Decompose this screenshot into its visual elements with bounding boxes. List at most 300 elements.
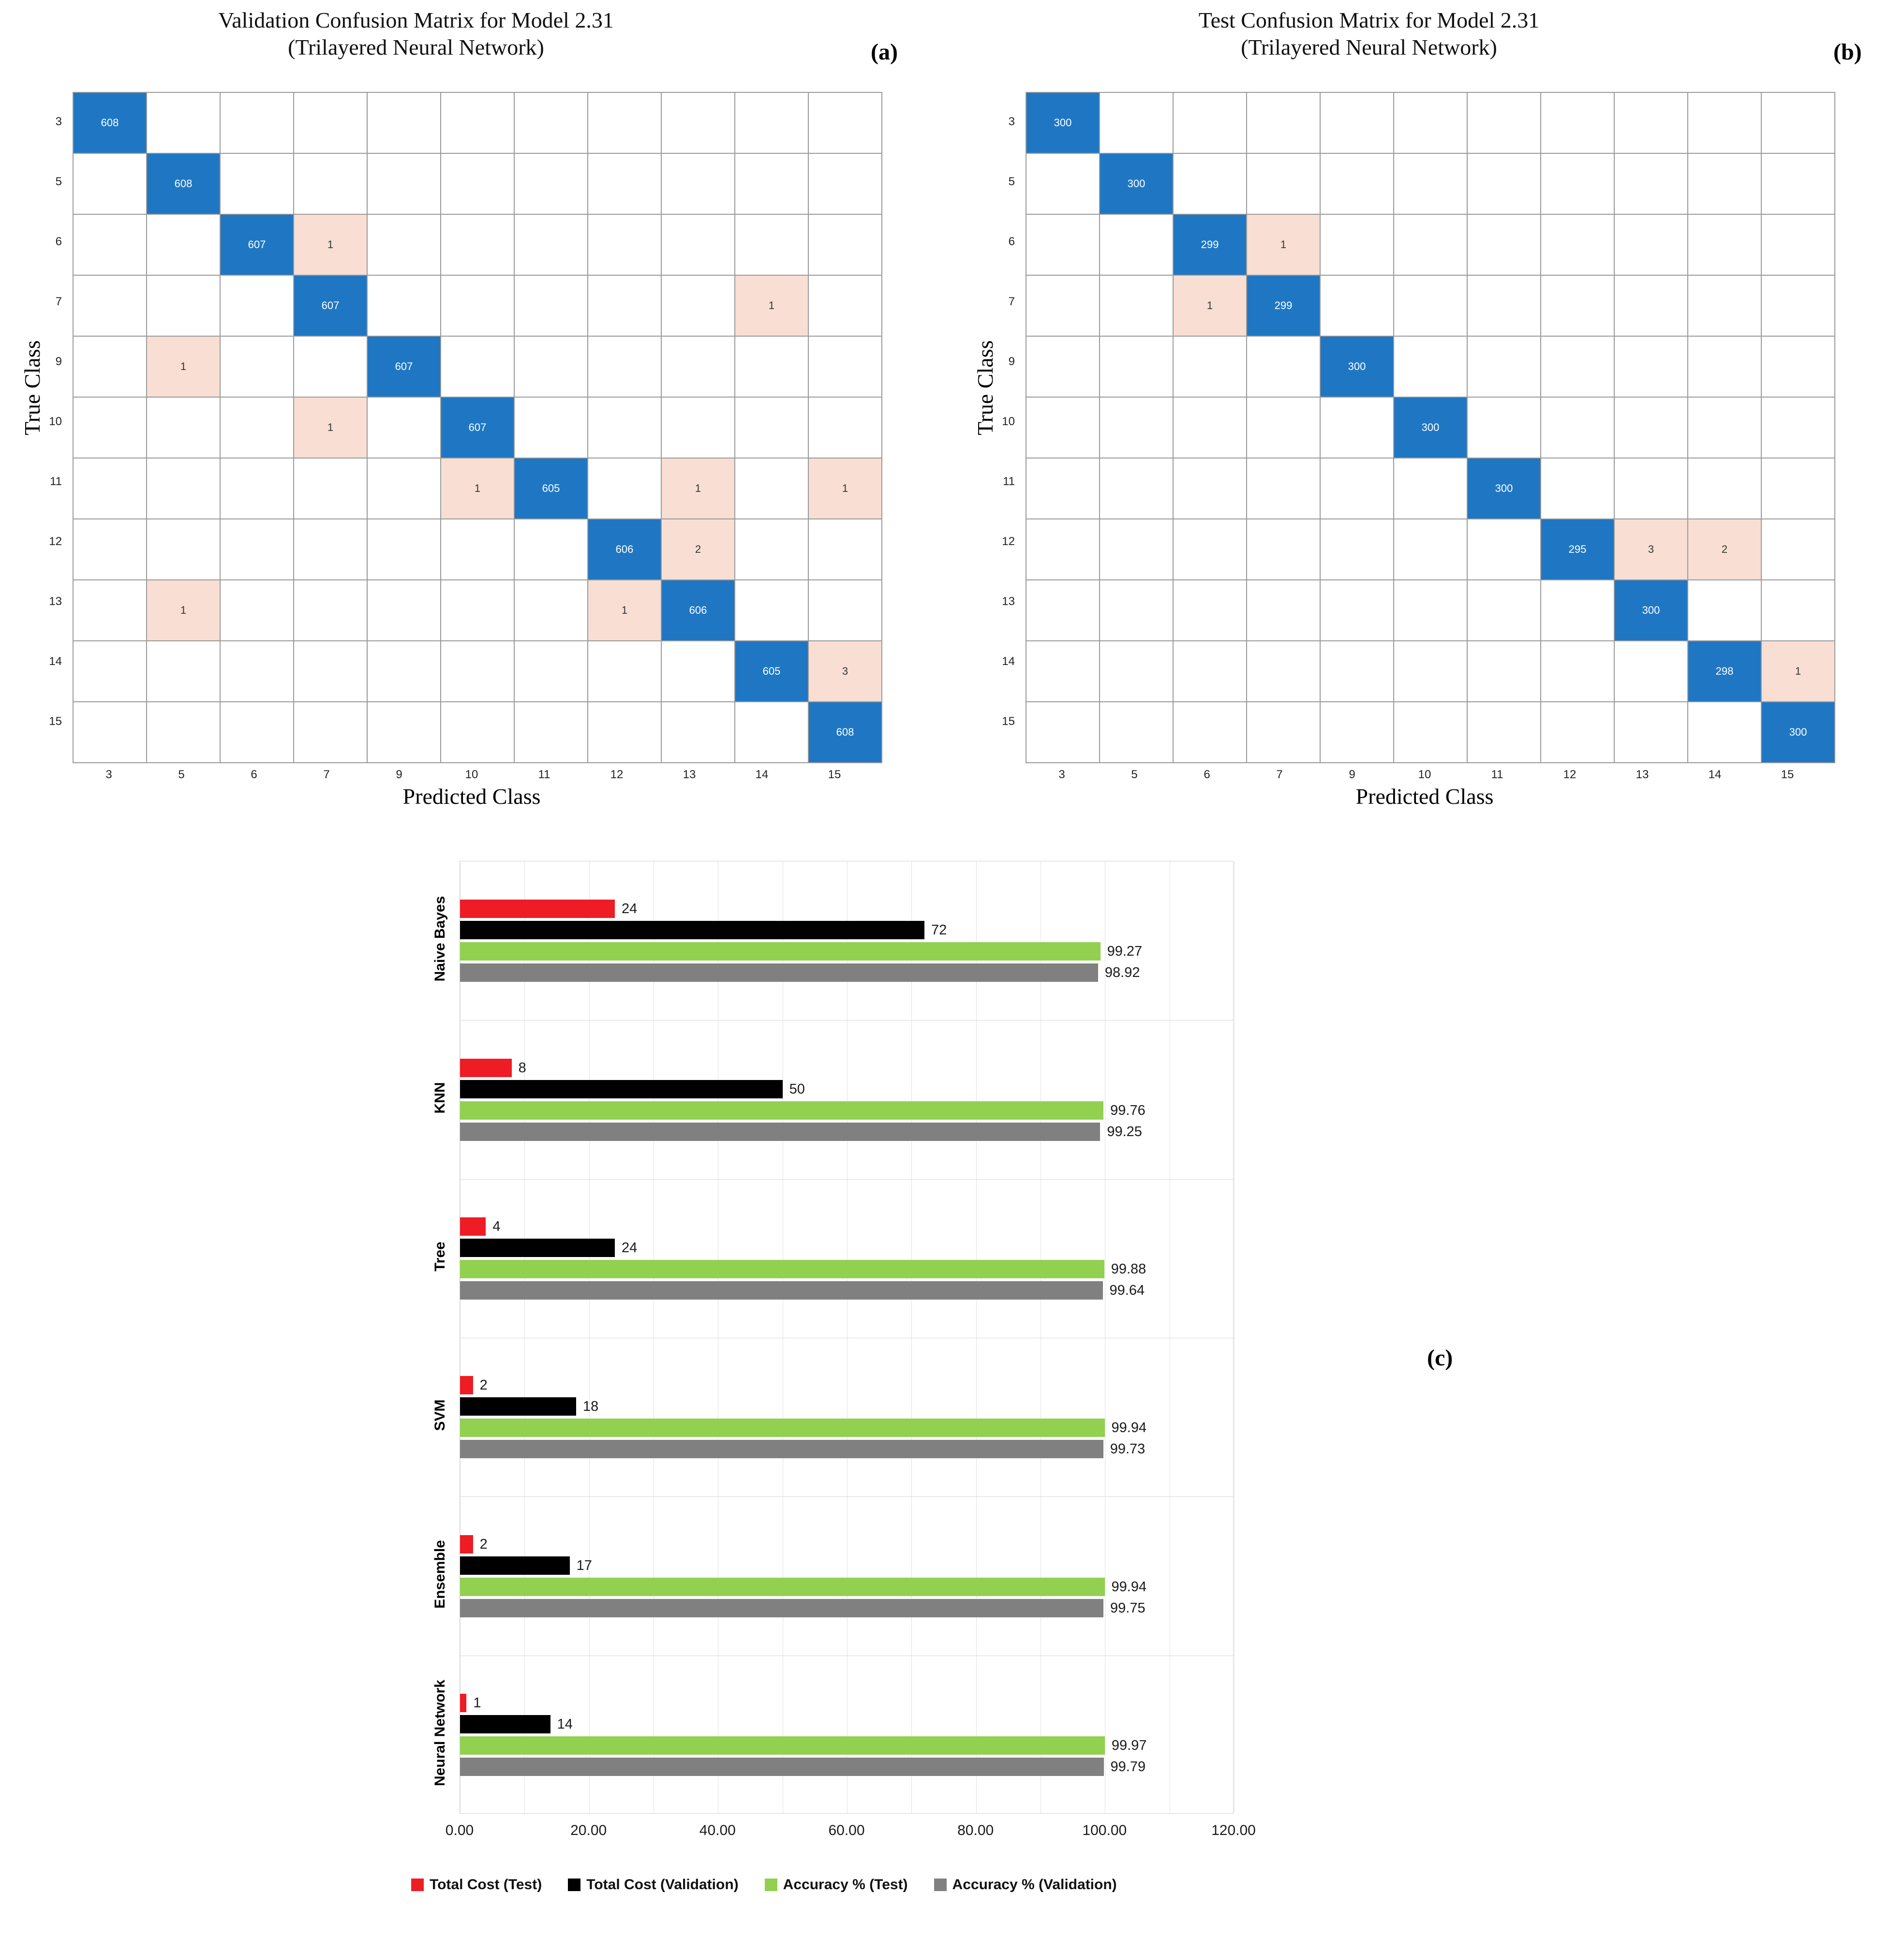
matrix-y-tick: 14 xyxy=(49,655,62,668)
matrix-cell-empty xyxy=(147,458,220,519)
matrix-cell-empty xyxy=(1688,275,1761,336)
matrix-cell-empty xyxy=(1688,92,1761,153)
matrix-row xyxy=(73,519,882,580)
matrix-y-tick: 9 xyxy=(1008,355,1015,368)
bar-value-label: 72 xyxy=(931,922,947,938)
matrix-row xyxy=(1026,397,1835,458)
panel-b-title-line2: (Trilayered Neural Network) xyxy=(1241,35,1497,60)
bar-value-label: 99.27 xyxy=(1107,944,1143,960)
matrix-cell-empty xyxy=(1467,397,1541,458)
matrix-cell-error: 1 xyxy=(294,397,367,458)
confusion-matrix-grid xyxy=(1026,92,1835,763)
matrix-cell-empty xyxy=(220,458,294,519)
matrix-cell-correct: 608 xyxy=(73,92,147,153)
matrix-cell-empty xyxy=(1320,458,1394,519)
matrix-cell-empty xyxy=(147,275,220,336)
matrix-cell-empty xyxy=(1173,397,1247,458)
matrix-cell-empty xyxy=(661,702,735,763)
matrix-cell-empty xyxy=(73,519,147,580)
matrix-cell-correct: 605 xyxy=(735,641,808,702)
matrix-row xyxy=(73,336,882,397)
matrix-cell-empty xyxy=(735,580,808,641)
matrix-cell-error: 1 xyxy=(1173,275,1247,336)
matrix-cell-empty xyxy=(1026,458,1100,519)
matrix-cell-correct: 300 xyxy=(1614,580,1688,641)
bar xyxy=(460,963,1098,982)
matrix-cell-error: 1 xyxy=(588,580,661,641)
matrix-cell-error: 2 xyxy=(1688,519,1761,580)
matrix-cell-empty xyxy=(1100,519,1173,580)
matrix-cell-empty xyxy=(588,641,661,702)
category-label: SVM xyxy=(432,1399,448,1431)
matrix-cell-empty xyxy=(1320,92,1394,153)
matrix-cell-empty xyxy=(294,153,367,214)
matrix-cell-empty xyxy=(220,580,294,641)
matrix-cell-empty xyxy=(1320,397,1394,458)
bar xyxy=(460,1599,1103,1617)
matrix-cell-empty xyxy=(1761,336,1835,397)
matrix-cell-empty xyxy=(1394,519,1467,580)
matrix-cell-empty xyxy=(1026,214,1100,275)
bar xyxy=(460,900,615,918)
matrix-row xyxy=(1026,458,1835,519)
matrix-cell-empty xyxy=(73,275,147,336)
bar-value-label: 99.97 xyxy=(1111,1737,1147,1753)
matrix-cell-empty xyxy=(1761,275,1835,336)
gridline xyxy=(976,861,977,1813)
matrix-cell-empty xyxy=(1614,336,1688,397)
bar-value-label: 1 xyxy=(473,1695,481,1711)
matrix-y-tick: 13 xyxy=(49,595,62,608)
matrix-cell-empty xyxy=(1541,702,1614,763)
matrix-cell-empty xyxy=(514,519,588,580)
matrix-x-tick: 6 xyxy=(1204,768,1210,781)
matrix-cell-correct: 300 xyxy=(1761,702,1835,763)
matrix-cell-empty xyxy=(735,397,808,458)
matrix-cell-empty xyxy=(735,92,808,153)
matrix-cell-empty xyxy=(294,458,367,519)
legend-label: Accuracy % (Validation) xyxy=(952,1877,1117,1893)
matrix-cell-empty xyxy=(514,580,588,641)
bar-value-label: 4 xyxy=(492,1218,501,1234)
matrix-cell-empty xyxy=(1614,641,1688,702)
gridline xyxy=(460,861,461,1813)
x-tick-label: 20.00 xyxy=(570,1822,607,1838)
matrix-cell-empty xyxy=(441,641,514,702)
group-separator xyxy=(460,1020,1233,1021)
matrix-cell-empty xyxy=(220,275,294,336)
matrix-cell-empty xyxy=(1247,641,1320,702)
category-label: KNN xyxy=(432,1082,448,1113)
gridline xyxy=(911,861,912,1813)
matrix-y-tick: 6 xyxy=(1008,235,1015,248)
matrix-cell-empty xyxy=(808,92,882,153)
matrix-cell-empty xyxy=(1394,153,1467,214)
matrix-x-tick: 13 xyxy=(683,768,696,781)
matrix-cell-error: 1 xyxy=(1761,641,1835,702)
matrix-cell-empty xyxy=(441,92,514,153)
matrix-cell-correct: 300 xyxy=(1394,397,1467,458)
panel-b-matrix xyxy=(1026,92,1835,782)
matrix-cell-empty xyxy=(588,275,661,336)
matrix-x-ticks xyxy=(73,768,882,782)
bar-value-label: 99.79 xyxy=(1110,1759,1146,1775)
matrix-y-tick: 7 xyxy=(55,295,62,308)
legend-item xyxy=(568,1877,738,1893)
matrix-cell-empty xyxy=(1247,458,1320,519)
matrix-cell-empty xyxy=(1688,153,1761,214)
matrix-cell-empty xyxy=(367,214,441,275)
matrix-cell-empty xyxy=(220,336,294,397)
panel-b-title-line1: Test Confusion Matrix for Model 2.31 xyxy=(1198,8,1540,32)
matrix-cell-empty xyxy=(441,336,514,397)
bar-value-label: 99.73 xyxy=(1110,1441,1145,1457)
matrix-cell-empty xyxy=(367,580,441,641)
matrix-cell-empty xyxy=(1467,336,1541,397)
matrix-cell-empty xyxy=(661,336,735,397)
matrix-cell-empty xyxy=(294,336,367,397)
matrix-cell-empty xyxy=(514,336,588,397)
matrix-cell-empty xyxy=(1394,580,1467,641)
matrix-cell-empty xyxy=(1320,641,1394,702)
matrix-cell-empty xyxy=(1100,275,1173,336)
matrix-cell-error: 1 xyxy=(441,458,514,519)
matrix-cell-empty xyxy=(1100,641,1173,702)
gridline xyxy=(589,861,590,1813)
matrix-x-tick: 7 xyxy=(1276,768,1283,781)
matrix-cell-empty xyxy=(1320,153,1394,214)
matrix-cell-empty xyxy=(1026,275,1100,336)
matrix-cell-empty xyxy=(1247,397,1320,458)
bar xyxy=(460,1758,1104,1776)
matrix-cell-empty xyxy=(1614,92,1688,153)
matrix-cell-empty xyxy=(1026,153,1100,214)
matrix-cell-empty xyxy=(514,214,588,275)
matrix-cell-empty xyxy=(588,397,661,458)
matrix-cell-empty xyxy=(514,153,588,214)
matrix-cell-error: 1 xyxy=(661,458,735,519)
matrix-y-tick: 5 xyxy=(55,175,62,188)
matrix-cell-empty xyxy=(1394,275,1467,336)
bar xyxy=(460,1059,512,1077)
matrix-cell-correct: 608 xyxy=(808,702,882,763)
matrix-cell-empty xyxy=(1614,397,1688,458)
bar xyxy=(460,1217,486,1236)
matrix-x-tick: 7 xyxy=(323,768,330,781)
matrix-cell-empty xyxy=(588,458,661,519)
gridline xyxy=(847,861,848,1813)
matrix-cell-empty xyxy=(1467,92,1541,153)
panel-a-ylabel: True Class xyxy=(20,340,45,435)
matrix-cell-empty xyxy=(1688,580,1761,641)
bar xyxy=(460,1376,473,1394)
legend-label: Total Cost (Validation) xyxy=(586,1877,739,1893)
matrix-cell-empty xyxy=(588,153,661,214)
matrix-cell-empty xyxy=(367,458,441,519)
matrix-cell-empty xyxy=(441,275,514,336)
matrix-y-tick: 15 xyxy=(49,715,62,728)
matrix-row xyxy=(1026,641,1835,702)
matrix-cell-empty xyxy=(441,519,514,580)
matrix-y-tick: 10 xyxy=(49,415,62,428)
matrix-cell-empty xyxy=(220,519,294,580)
matrix-cell-empty xyxy=(1761,519,1835,580)
matrix-cell-empty xyxy=(1688,397,1761,458)
bar-value-label: 99.64 xyxy=(1109,1282,1145,1298)
matrix-cell-empty xyxy=(661,153,735,214)
matrix-y-tick: 9 xyxy=(55,355,62,368)
legend-swatch xyxy=(934,1879,947,1891)
matrix-cell-error: 1 xyxy=(147,336,220,397)
matrix-cell-empty xyxy=(1394,458,1467,519)
matrix-cell-empty xyxy=(220,702,294,763)
matrix-y-tick: 12 xyxy=(49,535,62,548)
model-comparison-bar-chart-panel xyxy=(290,851,1596,1949)
bar-chart-plot-area xyxy=(460,861,1234,1814)
matrix-cell-empty xyxy=(147,92,220,153)
validation-confusion-matrix-panel xyxy=(0,0,948,822)
panel-a-title xyxy=(29,7,803,61)
matrix-cell-empty xyxy=(1467,641,1541,702)
group-separator xyxy=(460,1179,1233,1180)
matrix-cell-correct: 606 xyxy=(661,580,735,641)
panel-b-title xyxy=(982,7,1756,61)
matrix-cell-empty xyxy=(588,214,661,275)
matrix-cell-empty xyxy=(1541,153,1614,214)
matrix-cell-empty xyxy=(1394,92,1467,153)
matrix-cell-empty xyxy=(73,214,147,275)
matrix-cell-correct: 607 xyxy=(367,336,441,397)
bar xyxy=(460,1397,576,1416)
legend-item xyxy=(934,1877,1117,1893)
matrix-x-tick: 15 xyxy=(1781,768,1794,781)
matrix-cell-empty xyxy=(735,214,808,275)
matrix-cell-empty xyxy=(220,92,294,153)
matrix-cell-empty xyxy=(1100,397,1173,458)
matrix-row xyxy=(73,580,882,641)
bar xyxy=(460,942,1101,961)
matrix-cell-empty xyxy=(1394,641,1467,702)
matrix-cell-empty xyxy=(661,92,735,153)
category-label: Neural Network xyxy=(432,1679,448,1786)
matrix-cell-empty xyxy=(1173,702,1247,763)
matrix-cell-empty xyxy=(220,153,294,214)
matrix-y-tick: 10 xyxy=(1002,415,1015,428)
matrix-cell-empty xyxy=(73,458,147,519)
bar-value-label: 24 xyxy=(622,1240,638,1256)
matrix-cell-empty xyxy=(514,641,588,702)
matrix-row xyxy=(73,275,882,336)
matrix-cell-correct: 300 xyxy=(1467,458,1541,519)
matrix-cell-empty xyxy=(588,702,661,763)
bar xyxy=(460,1440,1103,1458)
matrix-x-tick: 14 xyxy=(755,768,769,781)
legend-item xyxy=(765,1877,908,1893)
matrix-x-tick: 9 xyxy=(1349,768,1355,781)
matrix-cell-correct: 300 xyxy=(1100,153,1173,214)
matrix-x-tick: 13 xyxy=(1636,768,1649,781)
bar-value-label: 2 xyxy=(479,1377,488,1393)
matrix-y-tick: 11 xyxy=(1003,475,1015,488)
matrix-cell-empty xyxy=(1247,702,1320,763)
matrix-cell-empty xyxy=(661,214,735,275)
panel-a-xlabel: Predicted Class xyxy=(402,784,541,809)
matrix-cell-empty xyxy=(1173,641,1247,702)
bar xyxy=(460,1578,1105,1596)
matrix-cell-empty xyxy=(367,92,441,153)
bar-value-label: 99.94 xyxy=(1111,1579,1147,1595)
matrix-cell-empty xyxy=(1541,458,1614,519)
matrix-row xyxy=(73,92,882,153)
matrix-cell-empty xyxy=(1247,519,1320,580)
matrix-cell-empty xyxy=(1173,458,1247,519)
matrix-cell-empty xyxy=(1100,336,1173,397)
matrix-cell-empty xyxy=(514,275,588,336)
matrix-cell-empty xyxy=(73,580,147,641)
matrix-cell-empty xyxy=(661,641,735,702)
matrix-cell-empty xyxy=(1688,702,1761,763)
matrix-x-tick: 9 xyxy=(396,768,402,781)
confusion-matrix-grid xyxy=(73,92,882,763)
x-tick-label: 60.00 xyxy=(828,1822,865,1838)
matrix-cell-empty xyxy=(1173,519,1247,580)
matrix-cell-empty xyxy=(1320,702,1394,763)
matrix-cell-empty xyxy=(367,397,441,458)
matrix-cell-empty xyxy=(1173,153,1247,214)
matrix-cell-empty xyxy=(1100,580,1173,641)
matrix-cell-empty xyxy=(808,275,882,336)
x-tick-label: 100.00 xyxy=(1082,1822,1127,1838)
matrix-cell-empty xyxy=(1614,458,1688,519)
matrix-cell-empty xyxy=(1688,214,1761,275)
matrix-cell-empty xyxy=(1394,214,1467,275)
legend-swatch xyxy=(568,1879,580,1891)
matrix-cell-empty xyxy=(1320,580,1394,641)
matrix-cell-empty xyxy=(1173,580,1247,641)
group-separator xyxy=(460,1496,1233,1497)
matrix-cell-empty xyxy=(1026,641,1100,702)
matrix-cell-empty xyxy=(1614,275,1688,336)
bar xyxy=(460,1736,1105,1755)
matrix-cell-empty xyxy=(147,397,220,458)
matrix-y-tick: 12 xyxy=(1002,535,1015,548)
matrix-cell-empty xyxy=(367,702,441,763)
matrix-cell-empty xyxy=(1026,702,1100,763)
matrix-cell-correct: 295 xyxy=(1541,519,1614,580)
matrix-x-ticks xyxy=(1026,768,1835,782)
matrix-cell-empty xyxy=(661,275,735,336)
matrix-cell-error: 1 xyxy=(1247,214,1320,275)
matrix-cell-empty xyxy=(1614,153,1688,214)
matrix-row xyxy=(1026,92,1835,153)
matrix-row xyxy=(73,397,882,458)
bar-value-label: 2 xyxy=(479,1536,488,1552)
category-label: Naive Bayes xyxy=(432,896,448,982)
legend-swatch xyxy=(765,1879,777,1891)
matrix-cell-empty xyxy=(1761,153,1835,214)
matrix-cell-empty xyxy=(1467,153,1541,214)
matrix-cell-empty xyxy=(1467,519,1541,580)
matrix-cell-correct: 606 xyxy=(588,519,661,580)
matrix-cell-empty xyxy=(294,519,367,580)
matrix-cell-empty xyxy=(1394,702,1467,763)
matrix-cell-empty xyxy=(661,397,735,458)
matrix-row xyxy=(1026,519,1835,580)
matrix-cell-correct: 607 xyxy=(220,214,294,275)
matrix-y-tick: 14 xyxy=(1002,655,1015,668)
matrix-cell-empty xyxy=(1100,214,1173,275)
matrix-cell-error: 1 xyxy=(808,458,882,519)
matrix-row xyxy=(1026,214,1835,275)
matrix-x-tick: 11 xyxy=(1491,768,1503,781)
matrix-cell-empty xyxy=(808,336,882,397)
matrix-row xyxy=(73,641,882,702)
matrix-cell-correct: 608 xyxy=(147,153,220,214)
x-tick-label: 40.00 xyxy=(699,1822,736,1838)
bar xyxy=(460,1715,550,1733)
matrix-cell-empty xyxy=(1688,336,1761,397)
panel-c-tag: (c) xyxy=(1427,1345,1453,1371)
matrix-cell-empty xyxy=(294,92,367,153)
matrix-row xyxy=(73,458,882,519)
bar xyxy=(460,1260,1104,1278)
matrix-cell-error: 3 xyxy=(1614,519,1688,580)
matrix-row xyxy=(73,702,882,763)
matrix-cell-empty xyxy=(514,702,588,763)
x-tick-label: 120.00 xyxy=(1211,1822,1256,1838)
matrix-cell-empty xyxy=(1761,92,1835,153)
matrix-cell-empty xyxy=(808,153,882,214)
bar-value-label: 99.94 xyxy=(1111,1420,1147,1436)
matrix-cell-empty xyxy=(1247,153,1320,214)
matrix-cell-correct: 607 xyxy=(294,275,367,336)
matrix-cell-error: 1 xyxy=(147,580,220,641)
matrix-cell-empty xyxy=(1100,92,1173,153)
matrix-cell-empty xyxy=(1467,214,1541,275)
matrix-cell-empty xyxy=(73,153,147,214)
matrix-y-tick: 3 xyxy=(55,115,62,128)
bar-value-label: 99.76 xyxy=(1110,1102,1145,1118)
panel-a-matrix xyxy=(73,92,882,782)
matrix-cell-empty xyxy=(367,641,441,702)
bar-value-label: 50 xyxy=(789,1081,805,1097)
matrix-cell-empty xyxy=(1761,214,1835,275)
bar xyxy=(460,1694,466,1712)
matrix-row xyxy=(1026,702,1835,763)
test-confusion-matrix-panel xyxy=(953,0,1901,822)
matrix-cell-empty xyxy=(1541,92,1614,153)
bar xyxy=(460,1419,1105,1437)
x-tick-label: 80.00 xyxy=(957,1822,994,1838)
bar-value-label: 8 xyxy=(518,1060,526,1076)
matrix-cell-empty xyxy=(147,702,220,763)
matrix-cell-empty xyxy=(220,641,294,702)
bar xyxy=(460,1101,1103,1120)
matrix-cell-empty xyxy=(441,702,514,763)
matrix-cell-empty xyxy=(147,641,220,702)
matrix-x-tick: 5 xyxy=(1131,768,1138,781)
matrix-y-tick: 7 xyxy=(1008,295,1015,308)
matrix-x-tick: 14 xyxy=(1708,768,1722,781)
matrix-cell-empty xyxy=(1688,458,1761,519)
matrix-y-tick: 11 xyxy=(50,475,62,488)
matrix-cell-empty xyxy=(1761,458,1835,519)
matrix-cell-correct: 605 xyxy=(514,458,588,519)
matrix-row xyxy=(73,153,882,214)
bar xyxy=(460,921,924,939)
matrix-x-tick: 12 xyxy=(610,768,624,781)
matrix-cell-empty xyxy=(1100,458,1173,519)
